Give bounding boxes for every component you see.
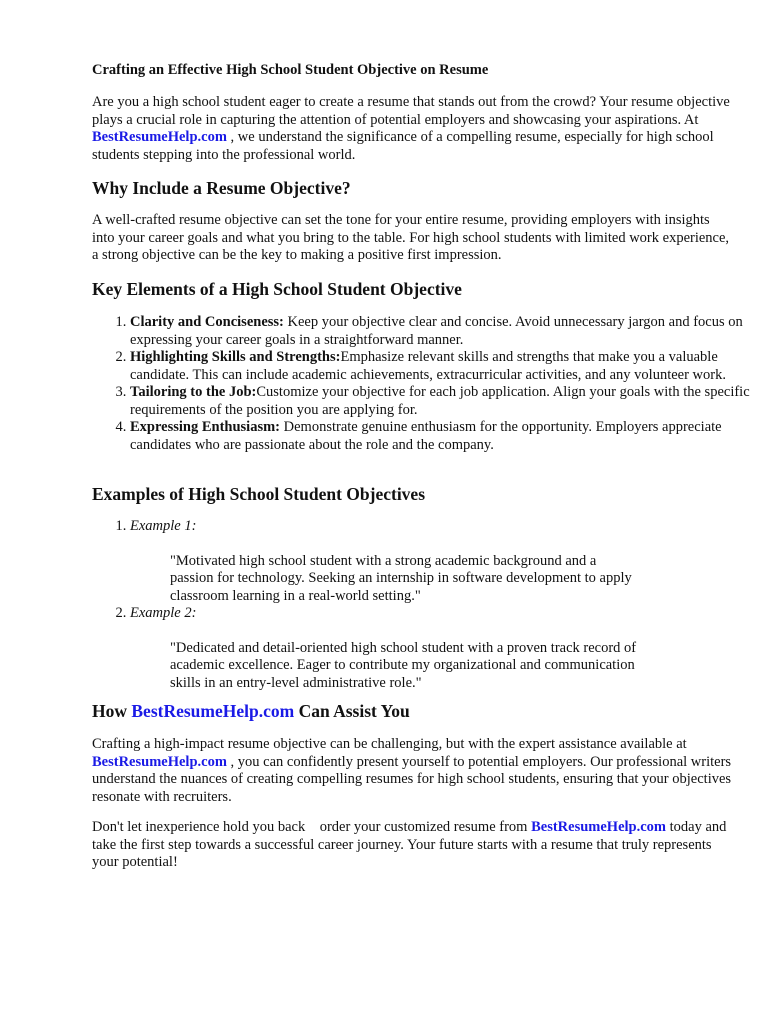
assist-text-2: , you can confidently present yourself to potential employers. Our professional writers understand the nuances of creating compelling resumes for high school students, ensuring that your objectives resonate with recruiters. (92, 753, 732, 805)
item-text: Demonstrate genuine enthusiasm for the opportunity. Employers appreciate candidates who are passionate about the role and the company. (130, 419, 722, 453)
item-term: Clarity and Conciseness: (130, 314, 284, 330)
key-elements-heading: Key Elements of a High School Student Objective (92, 279, 462, 299)
item-text: Keep your objective clear and concise. Avoid unnecessary jargon and focus on expressing your career goals in a straightforward manner. (130, 314, 743, 348)
list-item (130, 384, 768, 419)
item-term: Tailoring to the Job: (130, 384, 257, 400)
intro-paragraph (92, 94, 732, 164)
example-quote: "Motivated high school student with a strong academic background and a passion for technology. Seeking an internship in software development to apply classroom learning in a real-world setting." (170, 552, 632, 604)
closing-link[interactable]: BestResumeHelp.com (531, 819, 666, 835)
item-text: Emphasize relevant skills and strengths that make you a valuable candidate. This can include academic achievements, extracurricular activities, and any volunteer work. (130, 349, 726, 383)
list-item (130, 518, 768, 605)
assist-link[interactable]: BestResumeHelp.com (92, 753, 227, 770)
assist-paragraph (92, 736, 732, 806)
page-title: Crafting an Effective High School Student Objective on Resume (92, 62, 489, 78)
intro-text-2: , we understand the significance of a compelling resume, especially for high school students stepping into the professional world. (92, 129, 714, 163)
examples-heading: Examples of High School Student Objectives (92, 484, 426, 504)
list-item (130, 349, 768, 384)
key-elements-list (92, 314, 768, 454)
assist-text-1: Crafting a high-impact resume objective can be challenging, but with the expert assistance available at (92, 736, 687, 752)
item-text: Customize your objective for each job application. Align your goals with the specific requirements of the position you are applying for. (130, 384, 750, 418)
example-label: Example 2: (130, 605, 197, 621)
assist-heading-text-1: How (92, 701, 132, 721)
examples-list (92, 518, 768, 692)
closing-text-2: today and take the first step towards a successful career journey. Your future starts with a resume that truly represents your potential! (92, 819, 731, 870)
intro-link[interactable]: BestResumeHelp.com (92, 129, 227, 145)
closing-paragraph (92, 819, 732, 872)
assist-heading (92, 700, 410, 722)
why-heading: Why Include a Resume Objective? (92, 178, 351, 198)
assist-heading-text-2: Can Assist You (294, 701, 410, 721)
list-item (130, 605, 768, 692)
example-quote: "Dedicated and detail-oriented high school student with a proven track record of academic excellence. Eager to contribute my organizational and communication skills in an entry-level administrative role." (170, 639, 637, 691)
item-term: Expressing Enthusiasm: (130, 419, 281, 435)
list-item (130, 314, 768, 349)
example-label: Example 1: (130, 518, 197, 534)
list-item (130, 419, 768, 454)
item-term: Highlighting Skills and Strengths: (130, 349, 341, 365)
closing-text-1: Don't let inexperience hold you back order your customized resume from (92, 819, 532, 835)
why-paragraph: A well-crafted resume objective can set the tone for your entire resume, providing employers with insights into your career goals and what you bring to the table. For high school students with limited work experience, a strong objective can be the key to making a positive first impression. (92, 212, 730, 263)
assist-heading-link[interactable]: BestResumeHelp.com (131, 701, 295, 721)
intro-text-1: Are you a high school student eager to create a resume that stands out from the crowd? Your resume objective plays a crucial role in capturing the attention of potential employers and showcasing your aspirations. At (92, 94, 730, 128)
